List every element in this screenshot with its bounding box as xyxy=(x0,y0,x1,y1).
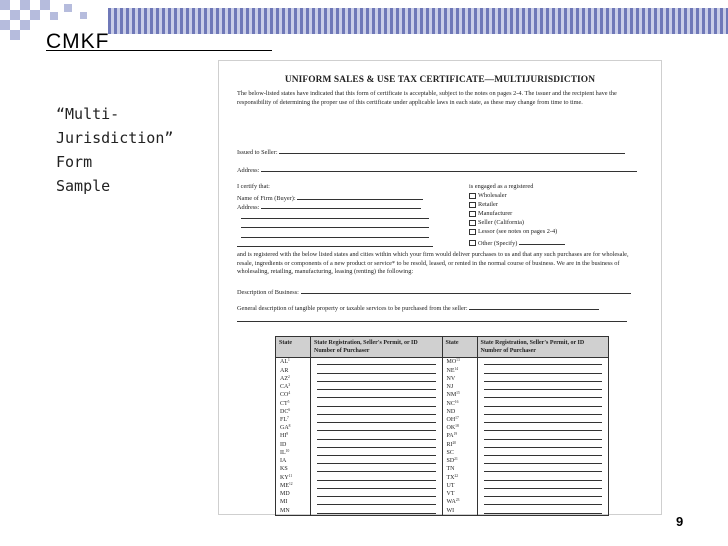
registration-paragraph: and is registered with the below listed states and cities within which your firm would deliver purchases to us and that any such purchases are for wholesale, resale, ingredients or components of a new product or service* to be resold, leased, or rented in the normal course of business. We are in the business of wholesaling, retailing, manufacturing, leasing (renting) the following: xyxy=(237,251,629,275)
state-cell xyxy=(276,449,311,457)
registration-line xyxy=(484,449,603,456)
registration-line xyxy=(317,383,436,390)
state-abbr: IL xyxy=(280,449,286,456)
registration-cell xyxy=(477,399,609,407)
registration-line xyxy=(484,507,603,514)
state-abbr: TX xyxy=(446,474,455,481)
registration-line xyxy=(484,474,603,481)
caption-line: Jurisdiction” xyxy=(56,129,174,147)
registration-cell xyxy=(311,449,443,457)
state-abbr: CA xyxy=(280,384,289,391)
state-cell xyxy=(442,399,477,407)
header-stripes xyxy=(108,8,728,34)
caption-line: Sample xyxy=(56,177,111,195)
blank-line xyxy=(237,240,433,247)
blank-line-row xyxy=(237,212,467,222)
registration-line xyxy=(317,490,436,497)
business-type-label: Lessor (see notes on pages 2-4) xyxy=(478,228,558,236)
buyer-section xyxy=(237,183,467,250)
title-underline xyxy=(46,50,272,51)
state-note: 8 xyxy=(288,424,291,429)
state-abbr: AL xyxy=(280,359,288,366)
registration-cell xyxy=(311,366,443,374)
checkbox xyxy=(469,229,476,235)
registration-cell xyxy=(311,358,443,367)
table-row xyxy=(276,457,609,465)
form-intro: The below-listed states have indicated that this form of certificate is acceptable, subject to the notes on pages 2-4. The issuer and the recipient have the responsibility of determining the proper use of this certificate under applicable laws in each state, as these may change from time to time. xyxy=(237,90,617,106)
buyer-address-label: Address: xyxy=(237,204,260,211)
registration-cell xyxy=(477,482,609,490)
seller-address-label: Address: xyxy=(237,167,260,174)
firm-name-row xyxy=(237,193,467,203)
state-cell xyxy=(442,449,477,457)
state-abbr: KS xyxy=(280,466,288,473)
state-cell xyxy=(276,375,311,383)
registration-line xyxy=(484,498,603,505)
table-row xyxy=(276,416,609,424)
state-note: 12 xyxy=(289,481,293,486)
table-row xyxy=(276,490,609,498)
state-note: 23 xyxy=(455,498,460,503)
state-abbr: MI xyxy=(280,499,288,506)
registration-cell xyxy=(477,375,609,383)
registration-line xyxy=(317,465,436,472)
state-note: 19 xyxy=(453,432,458,437)
state-note: 20 xyxy=(452,440,457,445)
state-cell xyxy=(442,482,477,490)
state-cell xyxy=(276,465,311,473)
state-cell xyxy=(442,465,477,473)
registration-line xyxy=(317,424,436,431)
table-row xyxy=(276,432,609,440)
registration-cell xyxy=(311,498,443,506)
state-cell xyxy=(442,506,477,515)
firm-name-label: Name of Firm (Buyer): xyxy=(237,194,296,202)
business-types xyxy=(469,183,565,247)
blank-line xyxy=(241,231,429,238)
blank-line-row xyxy=(237,221,467,231)
table-row xyxy=(276,383,609,391)
col-state-header: State xyxy=(442,337,477,358)
registration-cell xyxy=(311,473,443,481)
state-cell xyxy=(276,473,311,481)
state-note: 16 xyxy=(454,399,459,404)
table-row xyxy=(276,441,609,449)
state-abbr: MD xyxy=(280,491,290,498)
registration-cell xyxy=(477,441,609,449)
registration-line xyxy=(317,433,436,440)
registration-cell xyxy=(311,490,443,498)
general-extra-line xyxy=(237,315,627,322)
table-header-row xyxy=(276,337,609,358)
registration-cell xyxy=(477,408,609,416)
state-cell xyxy=(442,408,477,416)
state-abbr: KY xyxy=(280,474,289,481)
registration-cell xyxy=(311,424,443,432)
state-abbr: NV xyxy=(446,375,456,382)
form-heading: UNIFORM SALES & USE TAX CERTIFICATE—MULTIJURISDICTION xyxy=(284,75,596,85)
state-cell xyxy=(442,424,477,432)
registration-cell xyxy=(311,416,443,424)
state-abbr: HI xyxy=(280,433,287,440)
registration-cell xyxy=(477,498,609,506)
business-type-label: Seller (California) xyxy=(478,219,524,227)
state-cell xyxy=(442,391,477,399)
col-registration-header: State Registration, Seller's Permit, or ID Number of Purchaser xyxy=(311,337,443,358)
registration-line xyxy=(317,498,436,505)
table-row xyxy=(276,473,609,481)
state-cell xyxy=(276,408,311,416)
business-type-item xyxy=(469,201,565,210)
state-cell xyxy=(442,383,477,391)
states-table xyxy=(275,336,609,516)
table-row xyxy=(276,498,609,506)
state-cell xyxy=(276,441,311,449)
registration-cell xyxy=(477,416,609,424)
firm-name-line xyxy=(297,193,423,200)
business-type-label: Other (Specify) xyxy=(478,239,518,247)
state-abbr: OK xyxy=(446,425,456,432)
state-cell xyxy=(276,391,311,399)
registration-cell xyxy=(477,424,609,432)
registration-line xyxy=(484,457,603,464)
state-abbr: WI xyxy=(446,507,455,514)
registration-line xyxy=(317,441,436,448)
table-row xyxy=(276,465,609,473)
description-label: Description of Business: xyxy=(237,289,299,296)
registration-line xyxy=(484,416,603,423)
general-line-row xyxy=(237,315,627,326)
registration-line xyxy=(317,449,436,456)
business-type-item xyxy=(469,219,565,228)
registration-line xyxy=(317,507,436,514)
state-note: 17 xyxy=(455,415,459,420)
registration-line xyxy=(484,391,603,398)
table-row xyxy=(276,391,609,399)
registration-line xyxy=(484,375,603,382)
state-cell xyxy=(442,366,477,374)
state-cell xyxy=(276,424,311,432)
registration-line xyxy=(317,457,436,464)
state-cell xyxy=(276,498,311,506)
business-type-item xyxy=(469,238,565,247)
table-row xyxy=(276,366,609,374)
registration-cell xyxy=(311,441,443,449)
state-abbr: OH xyxy=(446,416,456,423)
state-abbr: NM xyxy=(446,392,457,399)
state-cell xyxy=(276,457,311,465)
registration-line xyxy=(317,367,436,374)
business-type-label: Wholesaler xyxy=(478,192,507,200)
state-note: 4 xyxy=(288,391,291,396)
registration-line xyxy=(317,391,436,398)
state-abbr: RI xyxy=(446,441,453,448)
registered-label: is engaged as a registered xyxy=(469,183,534,190)
state-note: 5 xyxy=(287,399,290,404)
registration-cell xyxy=(477,449,609,457)
state-abbr: ME xyxy=(280,482,289,489)
caption-line: “Multi- xyxy=(56,105,120,123)
registration-line xyxy=(484,367,603,374)
blank-line-row xyxy=(237,240,467,250)
general-row xyxy=(237,303,599,314)
business-type-item xyxy=(469,228,565,237)
registration-line xyxy=(317,416,436,423)
registration-cell xyxy=(311,432,443,440)
state-cell xyxy=(442,490,477,498)
registration-line xyxy=(484,482,603,489)
blank-line xyxy=(241,221,429,228)
business-type-item xyxy=(469,192,565,201)
state-abbr: ND xyxy=(446,408,456,415)
registration-line xyxy=(317,408,436,415)
registration-cell xyxy=(477,473,609,481)
issued-to-line xyxy=(279,147,625,154)
general-label: General description of tangible property or taxable services to be purchased from the seller: xyxy=(237,305,468,312)
slide-caption xyxy=(56,102,173,198)
state-note: 11 xyxy=(288,473,293,478)
registration-line xyxy=(484,400,603,407)
description-line xyxy=(301,287,631,294)
state-abbr: UT xyxy=(446,482,455,489)
caption-line: Form xyxy=(56,153,93,171)
state-abbr: AZ xyxy=(280,375,288,382)
state-abbr: SC xyxy=(446,449,454,456)
state-abbr: VT xyxy=(446,491,455,498)
state-cell xyxy=(442,441,477,449)
state-cell xyxy=(276,399,311,407)
col-state-header: State xyxy=(276,337,311,358)
state-note: 2 xyxy=(288,374,290,379)
registration-cell xyxy=(477,366,609,374)
state-abbr: NC xyxy=(446,400,455,407)
registration-line xyxy=(317,400,436,407)
checkbox xyxy=(469,220,476,226)
state-cell xyxy=(442,457,477,465)
registration-line xyxy=(317,375,436,382)
state-abbr: CT xyxy=(280,400,288,407)
slide-title: CMKF xyxy=(46,30,110,53)
table-row xyxy=(276,506,609,515)
registration-line xyxy=(484,408,603,415)
state-note: 21 xyxy=(454,457,458,462)
registration-cell xyxy=(311,482,443,490)
state-cell xyxy=(276,366,311,374)
other-specify-line xyxy=(519,238,565,245)
registration-line xyxy=(484,433,603,440)
state-note: 6 xyxy=(288,407,291,412)
state-abbr: WA xyxy=(446,499,456,506)
table-row xyxy=(276,358,609,367)
registration-cell xyxy=(477,383,609,391)
table-row xyxy=(276,399,609,407)
registration-line xyxy=(484,441,603,448)
table-row xyxy=(276,375,609,383)
registration-cell xyxy=(311,375,443,383)
issued-to-label: Issued to Seller: xyxy=(237,149,278,156)
state-cell xyxy=(442,416,477,424)
registration-cell xyxy=(477,391,609,399)
registration-cell xyxy=(477,457,609,465)
state-abbr: DC xyxy=(280,408,289,415)
state-note: 13 xyxy=(456,358,460,363)
state-note: 15 xyxy=(456,391,460,396)
state-cell xyxy=(276,506,311,515)
state-abbr: GA xyxy=(280,425,289,432)
state-abbr: MO xyxy=(446,359,457,366)
state-cell xyxy=(276,490,311,498)
registration-line xyxy=(484,490,603,497)
state-cell xyxy=(442,358,477,367)
seller-address-row xyxy=(237,165,637,176)
state-note: 22 xyxy=(454,473,459,478)
registration-cell xyxy=(311,399,443,407)
general-line xyxy=(469,303,599,310)
state-abbr: ID xyxy=(280,441,287,448)
state-note: 14 xyxy=(454,366,459,371)
registration-cell xyxy=(311,383,443,391)
blank-line-row xyxy=(237,231,467,241)
table-row xyxy=(276,482,609,490)
state-cell xyxy=(276,358,311,367)
state-cell xyxy=(442,432,477,440)
state-cell xyxy=(276,432,311,440)
state-abbr: SD xyxy=(446,458,455,465)
state-note: 3 xyxy=(288,383,291,388)
state-cell xyxy=(442,498,477,506)
checkbox xyxy=(469,211,476,217)
registration-cell xyxy=(311,465,443,473)
state-abbr: PA xyxy=(446,433,454,440)
business-type-item xyxy=(469,210,565,219)
registration-cell xyxy=(311,457,443,465)
registration-cell xyxy=(477,506,609,515)
state-abbr: IA xyxy=(280,458,287,465)
seller-address-line xyxy=(261,165,637,172)
state-note: 10 xyxy=(285,448,290,453)
state-abbr: CO xyxy=(280,392,289,399)
business-type-label: Manufacturer xyxy=(478,210,513,218)
issued-to-row xyxy=(237,147,625,158)
state-cell xyxy=(276,383,311,391)
registration-cell xyxy=(477,358,609,367)
certify-label: I certify that: xyxy=(237,183,270,190)
state-note: 18 xyxy=(455,424,459,429)
state-cell xyxy=(442,473,477,481)
tax-certificate-form xyxy=(218,60,662,515)
state-abbr: NJ xyxy=(446,384,454,391)
registration-line xyxy=(484,383,603,390)
registration-cell xyxy=(477,490,609,498)
registration-line xyxy=(317,474,436,481)
table-row xyxy=(276,424,609,432)
business-type-label: Retailer xyxy=(478,201,498,209)
table-row xyxy=(276,408,609,416)
registration-line xyxy=(484,424,603,431)
buyer-address-line xyxy=(261,202,421,209)
state-abbr: NE xyxy=(446,367,455,374)
state-note: 9 xyxy=(286,432,289,437)
registration-cell xyxy=(311,506,443,515)
registration-line xyxy=(317,482,436,489)
state-abbr: FL xyxy=(280,416,288,423)
state-cell xyxy=(276,416,311,424)
checkbox xyxy=(469,202,476,208)
registration-cell xyxy=(311,391,443,399)
buyer-address-row xyxy=(237,202,467,212)
registration-cell xyxy=(477,465,609,473)
blank-line xyxy=(241,212,429,219)
registration-line xyxy=(317,358,436,365)
state-note: 7 xyxy=(287,415,289,420)
state-cell xyxy=(276,482,311,490)
registration-line xyxy=(484,465,603,472)
checkbox xyxy=(469,240,476,246)
state-abbr: TN xyxy=(446,466,455,473)
registration-line xyxy=(484,358,603,365)
registration-cell xyxy=(311,408,443,416)
page-number: 9 xyxy=(676,514,684,529)
state-note: 1 xyxy=(288,358,290,363)
col-registration-header: State Registration, Seller's Permit, or ID Number of Purchaser xyxy=(477,337,609,358)
state-cell xyxy=(442,375,477,383)
state-abbr: AR xyxy=(280,367,289,374)
registration-cell xyxy=(477,432,609,440)
description-row xyxy=(237,287,631,298)
state-abbr: MN xyxy=(280,507,290,514)
checkbox xyxy=(469,193,476,199)
table-row xyxy=(276,449,609,457)
